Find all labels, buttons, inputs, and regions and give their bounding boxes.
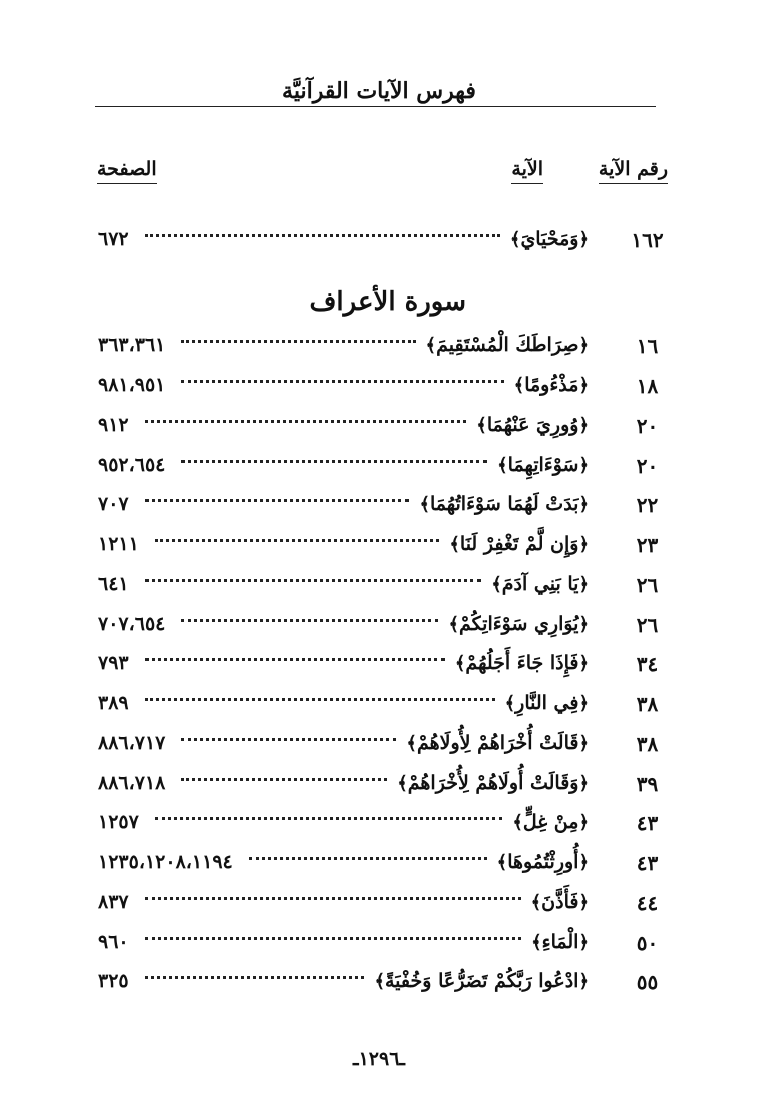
verse-number: ١٨	[636, 374, 659, 398]
verse-number: ١٦	[636, 334, 659, 358]
page-references: ٨٨٦،٧١٧	[98, 732, 166, 754]
leader-dots	[145, 897, 521, 900]
page-references: ٣٦٣،٣٦١	[98, 334, 166, 356]
verse-text: ﴿وَمَحْيَايَ﴾	[509, 228, 589, 250]
verse-text: ﴿يُوَارِي سَوْءَاتِكُمْ﴾	[448, 613, 589, 635]
page-references: ٧٩٣	[98, 652, 129, 674]
index-row	[95, 414, 675, 444]
verse-text: ﴿فِي النَّارِ﴾	[504, 692, 589, 714]
index-row	[95, 533, 675, 563]
verse-number: ٣٨	[636, 732, 659, 756]
index-row	[95, 613, 675, 643]
page-references: ٣٢٥	[98, 970, 129, 992]
page-references: ١٢٣٥،١٢٠٨،١١٩٤	[98, 851, 233, 873]
leader-dots	[181, 738, 396, 741]
index-row	[95, 374, 675, 404]
verse-text: ﴿فَإِذَا جَاءَ أَجَلُهُمْ﴾	[454, 652, 589, 674]
verse-text: ﴿قَالَتْ أُخْرَاهُمْ لِأُولَاهُمْ﴾	[406, 732, 589, 754]
leader-dots	[249, 857, 487, 860]
page-references: ١٢١١	[98, 533, 139, 555]
leader-dots	[181, 380, 504, 383]
leader-dots	[181, 460, 487, 463]
surah-title: سورة الأعراف	[309, 287, 466, 317]
leader-dots	[145, 937, 521, 940]
leader-dots	[145, 234, 500, 237]
index-row	[95, 931, 675, 961]
index-row	[95, 454, 675, 484]
verse-number: ٢٠	[636, 414, 659, 438]
leader-dots	[145, 420, 466, 423]
verse-text: ﴿وَقَالَتْ أُولَاهُمْ لِأُخْرَاهُمْ﴾	[397, 772, 589, 794]
index-row	[95, 970, 675, 1000]
verse-number: ٥٥	[636, 970, 659, 994]
verse-text: ﴿وَإِن لَّمْ تَغْفِرْ لَنَا﴾	[449, 533, 589, 555]
index-row	[95, 493, 675, 523]
page-references: ٧٠٧	[98, 493, 129, 515]
page-references: ١٢٥٧	[98, 811, 139, 833]
verse-text: ﴿بَدَتْ لَهُمَا سَوْءَاتُهُمَا﴾	[419, 493, 589, 515]
verse-number: ٢٦	[636, 613, 659, 637]
page-references: ٨٣٧	[98, 891, 129, 913]
page-references: ٩٨١،٩٥١	[98, 374, 166, 396]
verse-number: ٤٣	[636, 811, 659, 835]
index-row	[95, 573, 675, 603]
verse-text: ﴿مِنْ غِلٍّ﴾	[512, 811, 589, 833]
verse-text: ﴿وُورِيَ عَنْهُمَا﴾	[476, 414, 589, 436]
index-row	[95, 228, 675, 258]
page-references: ٨٨٦،٧١٨	[98, 772, 166, 794]
page-references: ٩١٢	[98, 414, 129, 436]
column-header-verse-number: رقم الآية	[599, 158, 668, 184]
verse-number: ٣٤	[636, 652, 659, 676]
verse-text: ﴿سَوْءَاتِهِمَا﴾	[497, 454, 589, 476]
index-row	[95, 732, 675, 762]
column-header-verse: الآية	[511, 158, 543, 184]
verse-number: ٢٣	[636, 533, 659, 557]
header-rule	[95, 106, 656, 107]
page-references: ٣٨٩	[98, 692, 129, 714]
verse-number: ٤٤	[636, 891, 659, 915]
leader-dots	[145, 698, 495, 701]
verse-text: ﴿ادْعُوا رَبَّكُمْ تَضَرُّعًا وَخُفْيَةً﴾	[374, 970, 589, 992]
index-row	[95, 811, 675, 841]
verse-number: ٢٦	[636, 573, 659, 597]
page-references: ٦٤١	[98, 573, 129, 595]
verse-number: ٤٣	[636, 851, 659, 875]
leader-dots	[181, 619, 438, 622]
index-row	[95, 334, 675, 364]
leader-dots	[145, 579, 481, 582]
verse-text: ﴿يَا بَنِي آدَمَ﴾	[491, 573, 589, 595]
leader-dots	[155, 817, 502, 820]
page-references: ٩٥٢،٦٥٤	[98, 454, 166, 476]
index-row	[95, 891, 675, 921]
verse-number: ٢٠	[636, 454, 659, 478]
index-row	[95, 692, 675, 722]
verse-number: ٣٨	[636, 692, 659, 716]
leader-dots	[181, 778, 387, 781]
verse-number: ٢٢	[636, 493, 659, 517]
leader-dots	[145, 976, 364, 979]
verse-text: ﴿الْمَاءِ﴾	[531, 931, 589, 953]
leader-dots	[181, 340, 416, 343]
leader-dots	[155, 539, 439, 542]
page-references: ٩٦٠	[98, 931, 129, 953]
index-row	[95, 772, 675, 802]
verse-number: ٣٩	[636, 772, 659, 796]
verse-number: ٥٠	[636, 931, 659, 955]
verse-text: ﴿أُورِثْتُمُوهَا﴾	[496, 851, 589, 873]
index-row	[95, 851, 675, 881]
index-row	[95, 652, 675, 682]
verse-text: ﴿مَذْءُومًا﴾	[513, 374, 589, 396]
verse-text: ﴿فَأَذَّنَ﴾	[530, 891, 589, 913]
verse-number: ١٦٢	[631, 228, 664, 252]
running-title: فهرس الآيات القرآنيَّة	[282, 78, 476, 104]
page-references: ٦٧٢	[98, 228, 129, 250]
page-references: ٧٠٧،٦٥٤	[98, 613, 166, 635]
verse-text: ﴿صِرَاطَكَ الْمُسْتَقِيمَ﴾	[425, 334, 589, 356]
column-header-page: الصفحة	[97, 158, 157, 184]
leader-dots	[145, 499, 409, 502]
leader-dots	[145, 658, 445, 661]
page-number: ـ١٢٩٦ـ	[353, 1048, 405, 1070]
